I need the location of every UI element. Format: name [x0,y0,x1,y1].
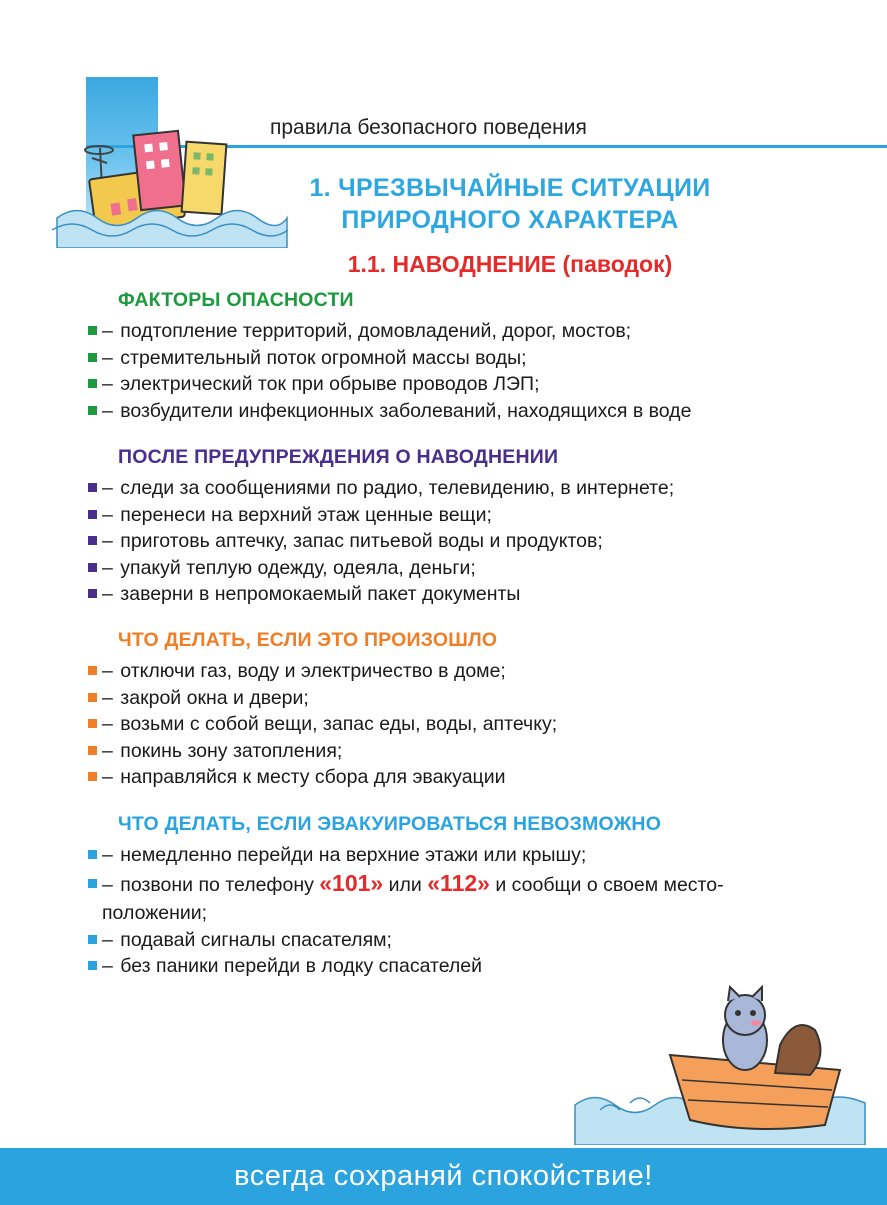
section-heading: ЧТО ДЕЛАТЬ, ЕСЛИ ЭВАКУИРОВАТЬСЯ НЕВОЗМОЖНО [118,813,662,835]
title-line-2: ПРИРОДНОГО ХАРАКТЕРА [341,206,679,234]
list-item: – заверни в непромокаемый пакет документы [88,581,878,608]
section-heading: ФАКТОРЫ ОПАСНОСТИ [118,289,354,311]
page-subtitle: 1.1. НАВОДНЕНИЕ (паводок) [347,251,673,277]
list-item: – отключи газ, воду и электричество в доме; [88,658,878,685]
square-bullet-icon [88,483,97,492]
list-item: – немедленно перейди на верхние этажи или крышу; [88,842,878,869]
bullet-list [88,842,878,980]
list-item: – возбудители инфекционных заболеваний, находящихся в воде [88,398,878,425]
square-bullet-icon [88,935,97,944]
list-item: – упакуй теплую одежду, одеяла, деньги; [88,555,878,582]
emergency-number-112: «112» [427,869,490,896]
footer-banner: всегда сохраняй спокойствие! [0,1148,887,1205]
list-item: – следи за сообщениями по радио, телевидению, в интернете; [88,475,878,502]
list-item: – электрический ток при обрыве проводов ЛЭП; [88,371,878,398]
list-item: – приготовь аптечку, запас питьевой воды и продуктов; [88,528,878,555]
square-bullet-icon [88,879,97,888]
square-bullet-icon [88,719,97,728]
cat-in-boat-icon [570,985,870,1145]
square-bullet-icon [88,961,97,970]
section-heading: ЧТО ДЕЛАТЬ, ЕСЛИ ЭТО ПРОИЗОШЛО [118,629,498,651]
square-bullet-icon [88,693,97,702]
square-bullet-icon [88,406,97,415]
list-item: – направляйся к месту сбора для эвакуации [88,764,878,791]
square-bullet-icon [88,536,97,545]
section-danger-factors [88,289,878,424]
section-cannot-evacuate [88,813,878,980]
flooded-buildings-icon [52,118,288,248]
list-item: – перенеси на верхний этаж ценные вещи; [88,502,878,529]
square-bullet-icon [88,379,97,388]
square-bullet-icon [88,563,97,572]
square-bullet-icon [88,772,97,781]
list-item: – возьми с собой вещи, запас еды, воды, аптечку; [88,711,878,738]
title-line-1: 1. ЧРЕЗВЫЧАЙНЫЕ СИТУАЦИИ [309,174,711,202]
square-bullet-icon [88,510,97,519]
square-bullet-icon [88,589,97,598]
section-if-happened [88,629,878,791]
list-item: – стремительный поток огромной массы воды; [88,345,878,372]
section-after-warning [88,446,878,608]
emergency-number-101: «101» [319,869,384,896]
list-item: – покинь зону затопления; [88,738,878,765]
bullet-list [88,318,878,424]
list-item: – подавай сигналы спасателям; [88,927,878,954]
section-heading: ПОСЛЕ ПРЕДУПРЕЖДЕНИЯ О НАВОДНЕНИИ [118,446,559,468]
list-item: – без паники перейди в лодку спасателей [88,953,878,980]
list-item: – подтопление территорий, домовладений, дорог, мостов; [88,318,878,345]
square-bullet-icon [88,353,97,362]
list-item: – позвони по телефону «101» или «112» и сообщи о своем место- положении; [88,869,878,927]
square-bullet-icon [88,850,97,859]
square-bullet-icon [88,326,97,335]
bullet-list [88,475,878,608]
square-bullet-icon [88,666,97,675]
page-title [270,172,750,236]
series-label: правила безопасного поведения [270,116,587,139]
square-bullet-icon [88,746,97,755]
list-item: – закрой окна и двери; [88,685,878,712]
bullet-list [88,658,878,791]
